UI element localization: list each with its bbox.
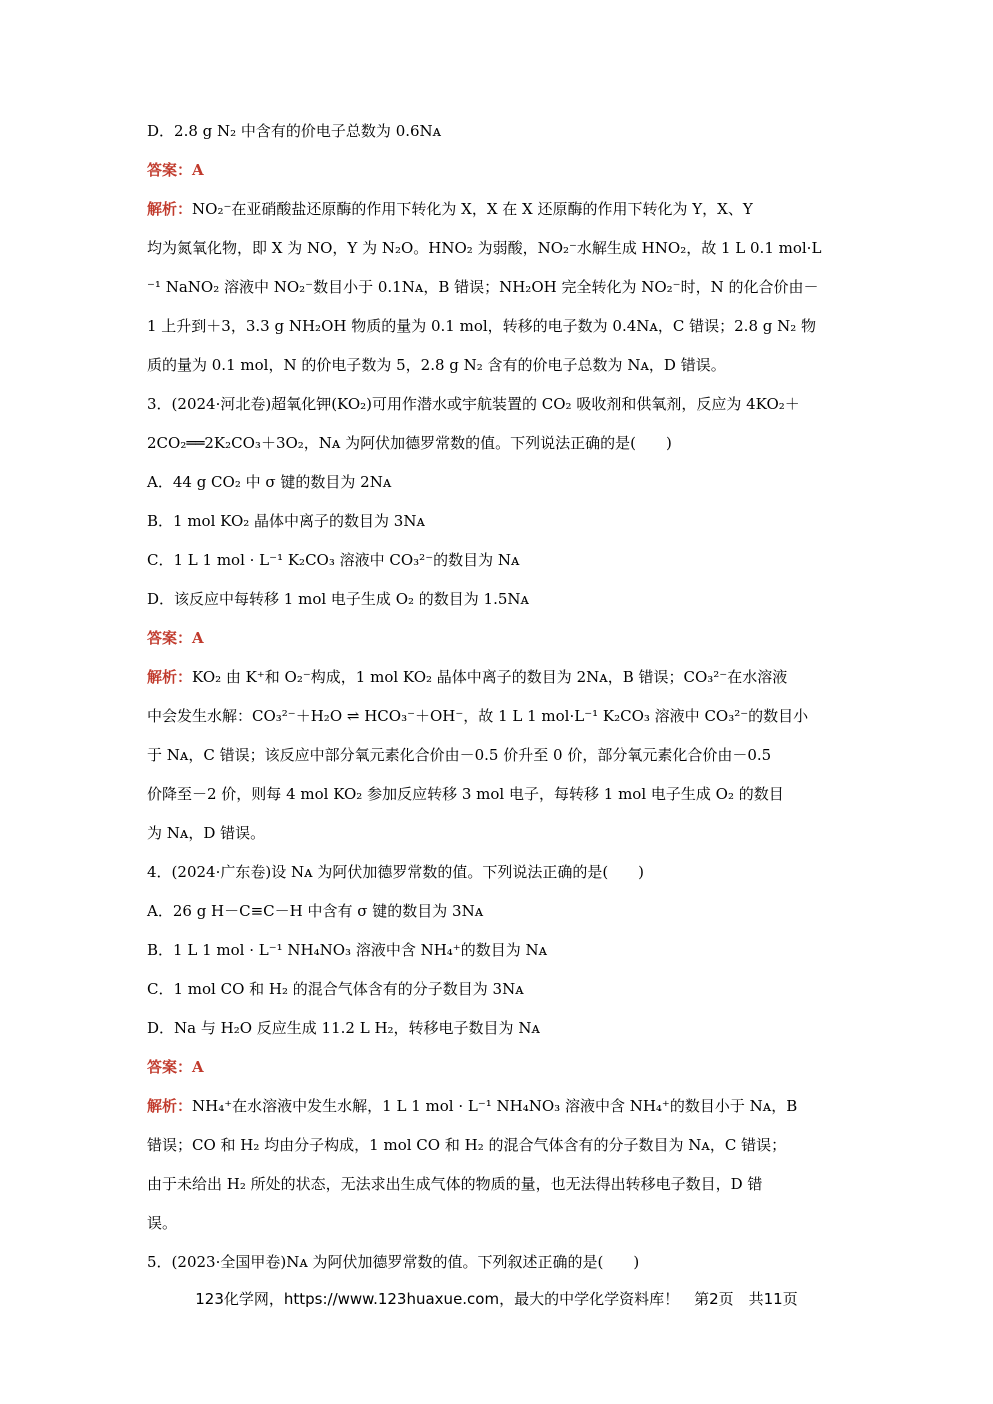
- line-text: 由于未给出 H₂ 所处的状态，无法求出生成气体的物质的量，也无法得出转移电子数目，D 错: [147, 1175, 763, 1193]
- page-footer: 123化学网，https://www.123huaxue.com，最大的中学化学资料库！ 第2页 共11页: [195, 1290, 798, 1308]
- line-text: 5．(2023·全国甲卷)Nᴀ 为阿伏加德罗常数的值。下列叙述正确的是( ): [147, 1253, 640, 1271]
- text-line: [147, 861, 867, 883]
- line-text: 价降至－2 价，则每 4 mol KO₂ 参加反应转移 3 mol 电子，每转移 1 mol 电子生成 O₂ 的数目: [147, 785, 784, 803]
- line-text: A．44 g CO₂ 中 σ 键的数目为 2Nᴀ: [147, 473, 392, 491]
- line-text: 错误；CO 和 H₂ 均由分子构成，1 mol CO 和 H₂ 的混合气体含有的分子数目为 Nᴀ，C 错误；: [147, 1136, 787, 1154]
- line-text: 2CO₂══2K₂CO₃＋3O₂，Nᴀ 为阿伏加德罗常数的值。下列说法正确的是( ): [147, 434, 672, 452]
- text-line: [147, 276, 867, 298]
- line-text: NO₂⁻在亚硝酸盐还原酶的作用下转化为 X，X 在 X 还原酶的作用下转化为 Y，X、Y: [192, 200, 753, 218]
- answer-label: 答案：: [147, 161, 193, 179]
- line-text: 4．(2024·广东卷)设 Nᴀ 为阿伏加德罗常数的值。下列说法正确的是( ): [147, 863, 645, 881]
- answer-value: A: [192, 1058, 204, 1076]
- line-text: D．2.8 g N₂ 中含有的价电子总数为 0.6Nᴀ: [147, 122, 442, 140]
- text-line: [147, 744, 867, 766]
- answer-line: [147, 1056, 867, 1078]
- text-line: [147, 1134, 867, 1156]
- text-line: [147, 237, 867, 259]
- text-line: [147, 822, 867, 844]
- text-line: [147, 705, 867, 727]
- text-line: [147, 1251, 867, 1273]
- text-line: [147, 120, 867, 142]
- analysis-label: 解析：: [147, 200, 193, 218]
- line-text: A．26 g H－C≡C－H 中含有 σ 键的数目为 3Nᴀ: [147, 902, 484, 920]
- text-line: [147, 432, 867, 454]
- line-text: 3．(2024·河北卷)超氧化钾(KO₂)可用作潜水或宇航装置的 CO₂ 吸收剂和供氧剂，反应为 4KO₂＋: [147, 395, 800, 413]
- line-text: 均为氮氧化物，即 X 为 NO，Y 为 N₂O。HNO₂ 为弱酸，NO₂⁻水解生成 HNO₂，故 1 L 0.1 mol·L: [147, 239, 822, 257]
- line-text: ⁻¹ NaNO₂ 溶液中 NO₂⁻数目小于 0.1Nᴀ，B 错误；NH₂OH 完全转化为 NO₂⁻时，N 的化合价由－: [147, 278, 819, 296]
- text-line: [147, 1173, 867, 1195]
- line-text: KO₂ 由 K⁺和 O₂⁻构成，1 mol KO₂ 晶体中离子的数目为 2Nᴀ，B 错误；CO₃²⁻在水溶液: [192, 668, 788, 686]
- text-line: [147, 783, 867, 805]
- text-line: [147, 549, 867, 571]
- text-line: [147, 354, 867, 376]
- line-text: D．Na 与 H₂O 反应生成 11.2 L H₂，转移电子数目为 Nᴀ: [147, 1019, 540, 1037]
- text-line: [147, 393, 867, 415]
- text-line: [147, 588, 867, 610]
- line-text: D．该反应中每转移 1 mol 电子生成 O₂ 的数目为 1.5Nᴀ: [147, 590, 529, 608]
- line-text: NH₄⁺在水溶液中发生水解，1 L 1 mol · L⁻¹ NH₄NO₃ 溶液中含 NH₄⁺的数目小于 Nᴀ，B: [192, 1097, 798, 1115]
- answer-label: 答案：: [147, 629, 193, 647]
- answer-line: [147, 627, 867, 649]
- line-text: 质的量为 0.1 mol，N 的价电子数为 5，2.8 g N₂ 含有的价电子总数为 Nᴀ，D 错误。: [147, 356, 726, 374]
- text-line: [147, 939, 867, 961]
- answer-value: A: [192, 629, 204, 647]
- line-text: 1 上升到＋3，3.3 g NH₂OH 物质的量为 0.1 mol，转移的电子数为 0.4Nᴀ，C 错误；2.8 g N₂ 物: [147, 317, 817, 335]
- analysis-line: [147, 198, 867, 220]
- text-line: [147, 471, 867, 493]
- analysis-label: 解析：: [147, 1097, 193, 1115]
- answer-label: 答案：: [147, 1058, 193, 1076]
- line-text: B．1 L 1 mol · L⁻¹ NH₄NO₃ 溶液中含 NH₄⁺的数目为 Nᴀ: [147, 941, 548, 959]
- analysis-line: [147, 1095, 867, 1117]
- text-line: [147, 510, 867, 532]
- analysis-label: 解析：: [147, 668, 193, 686]
- answer-line: [147, 159, 867, 181]
- text-line: [147, 1212, 867, 1234]
- line-text: 误。: [147, 1214, 178, 1232]
- line-text: 于 Nᴀ，C 错误；该反应中部分氧元素化合价由－0.5 价升至 0 价，部分氧元素化合价由－0.5: [147, 746, 772, 764]
- line-text: C．1 L 1 mol · L⁻¹ K₂CO₃ 溶液中 CO₃²⁻的数目为 Nᴀ: [147, 551, 520, 569]
- text-line: [147, 315, 867, 337]
- analysis-line: [147, 666, 867, 688]
- answer-value: A: [192, 161, 204, 179]
- line-text: C．1 mol CO 和 H₂ 的混合气体含有的分子数目为 3Nᴀ: [147, 980, 524, 998]
- line-text: 为 Nᴀ，D 错误。: [147, 824, 266, 842]
- line-text: 中会发生水解：CO₃²⁻＋H₂O ⇌ HCO₃⁻＋OH⁻，故 1 L 1 mol·L⁻¹ K₂CO₃ 溶液中 CO₃²⁻的数目小: [147, 707, 809, 725]
- text-line: [147, 978, 867, 1000]
- text-line: [147, 900, 867, 922]
- line-text: B．1 mol KO₂ 晶体中离子的数目为 3Nᴀ: [147, 512, 425, 530]
- text-line: [147, 1017, 867, 1039]
